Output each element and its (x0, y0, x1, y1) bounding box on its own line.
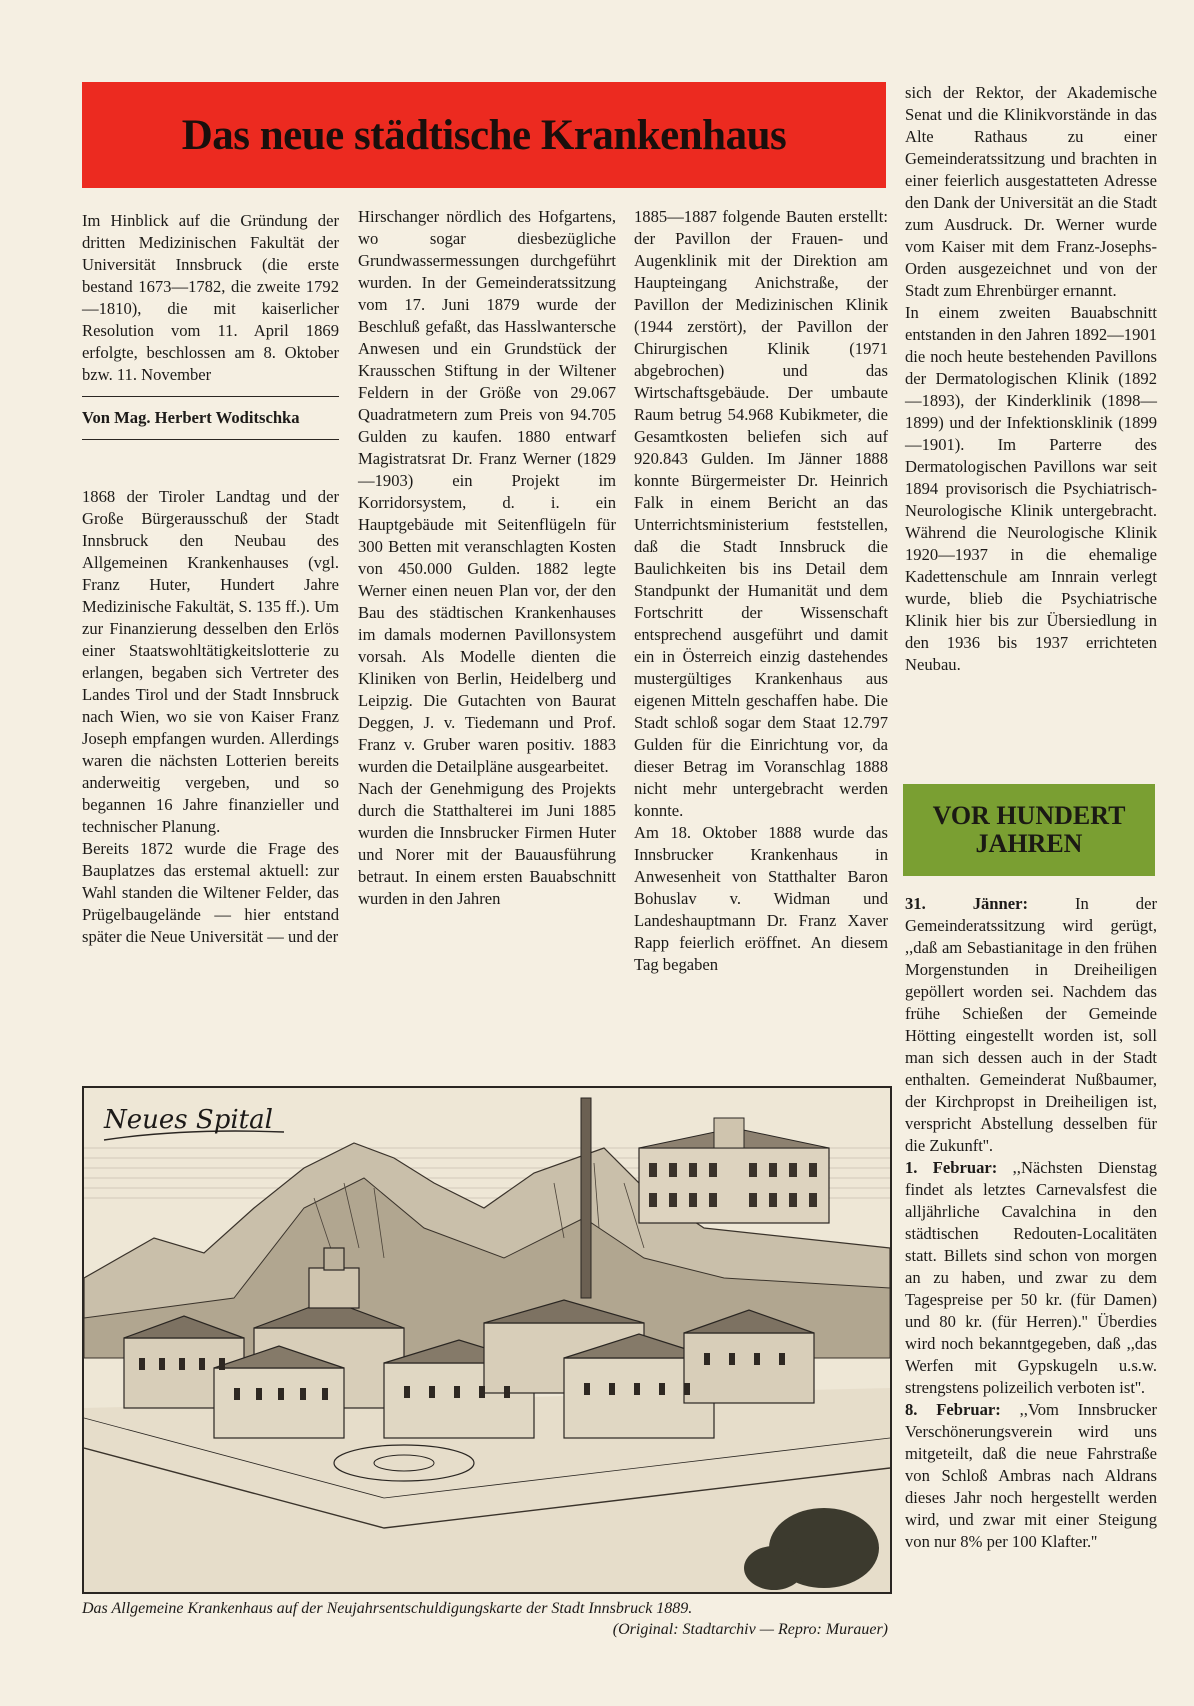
history-text: ,,Nächsten Dienstag findet als letztes Carnevalsfest die alljährliche Cavalchina in den städtischen Redouten-Localitäten statt. Billets sind schon von morgen an zu haben, und zwar zu dem Tagespreise per 50 kr. (für Damen) und 80 kr. (für Herren).'' Überdies wird noch bekanntgegeben, daß ,,das Werfen mit Gypskugeln u.s.w. strengstens polizeilich verboten ist''. (905, 1158, 1157, 1397)
headline-banner (82, 82, 886, 188)
article-column-1 (82, 210, 339, 948)
article-column-4 (905, 82, 1157, 676)
caption-line-1: Das Allgemeine Krankenhaus auf der Neujahrsentschuldigungskarte der Stadt Innsbruck 1889. (82, 1600, 693, 1617)
history-entry (905, 1157, 1157, 1399)
hospital-engraving (82, 1086, 892, 1594)
paragraph: Hirschanger nördlich des Hofgartens, wo sogar diesbezügliche Grundwassermessungen durchgeführt wurden. In der Gemeinderatssitzung vom 17. Juni 1879 wurde der Beschluß gefaßt, das Hasslwantersche Anwesen und ein Grundstück der Krausschen Stiftung in der Wiltener Feldern in der Größe von 29.067 Quadratmetern zum Preis von 94.705 Gulden zu kaufen. 1880 entwarf Magistratsrat Dr. Franz Werner (1829—1903) ein Projekt im Korridorsystem, d. i. ein Hauptgebäude mit Seitenflügeln für 300 Betten mit veranschlagten Kosten von 450.000 Gulden. 1882 legte Werner einen neuen Plan vor, der den Bau des städtischen Krankenhauses im damals modernen Pavillonsystem vorsah. Als Modelle dienten die Kliniken von Berlin, Heidelberg und Leipzig. Die Gutachten von Baurat Deggen, J. v. Tiedemann und Prof. Franz v. Gruber waren positiv. 1883 wurden die Detailpläne ausgearbeitet. (358, 207, 616, 776)
paragraph: Nach der Genehmigung des Projekts durch die Statthalterei im Juni 1885 wurden die Innsbrucker Firmen Huter und Norer mit der Bauausführung betraut. In einem ersten Bauabschnitt wurden in den Jahren (358, 779, 616, 908)
history-date: 1. Februar: (905, 1158, 998, 1177)
paragraph: Bereits 1872 wurde die Frage des Bauplatzes das erstemal aktuell: zur Wahl standen die Wiltener Felder, das Prügelbaugelände — hier entstand später die Neue Universität — und der (82, 839, 339, 946)
history-date: 31. Jänner: (905, 894, 1029, 913)
sidebar-box-title (903, 784, 1155, 876)
history-entry (905, 893, 1157, 1157)
caption-credit: (Original: Stadtarchiv — Repro: Murauer) (612, 1621, 888, 1638)
figure-caption (82, 1598, 888, 1640)
history-column (905, 893, 1157, 1553)
article-column-2 (358, 206, 616, 910)
paragraph: 1868 der Tiroler Landtag und der Große Bürgerausschuß der Stadt Innsbruck den Neubau des Allgemeinen Krankenhauses (vgl. Franz Huter, Hundert Jahre Medizinische Fakultät, S. 135 ff.). Um zur Finanzierung desselben den Erlös einer Staatswohltätigkeitslotterie zu erlangen, begaben sich Vertreter des Landes Tirol und der Stadt Innsbruck nach Wien, wo sie von Kaiser Franz Joseph empfangen wurden. Allerdings waren die nächsten Lotterien bereits anderweitig vergeben, und so begannen 16 Jahre finanzieller und technischer Planung. (82, 487, 339, 836)
divider (82, 439, 339, 440)
history-entry (905, 1399, 1157, 1553)
box-title-text: VOR HUNDERT JAHREN (932, 801, 1126, 858)
engraving-inscription: Neues Spital (104, 1105, 273, 1135)
paragraph: 1885—1887 folgende Bauten erstellt: der Pavillon der Frauen- und Augenklinik mit der Direktion am Haupteingang Anichstraße, der Pavillon der Medizinischen Klinik (1944 zerstört), der Pavillon der Chirurgischen Klinik (1971 abgebrochen) und das Wirtschaftsgebäude. Der umbaute Raum betrug 54.968 Kubikmeter, die Gesamtkosten beliefen sich auf 920.843 Gulden. Im Jänner 1888 konnte Bürgermeister Dr. Heinrich Falk in einem Bericht an das Unterrichtsministerium feststellen, daß die Stadt Innsbruck die Baulichkeiten bis ins Detail dem Standpunkt der Humanität und dem Fortschritt der Wissenschaft entsprechend ausgeführt und damit ein in Österreich einzig dastehendes mustergültiges Krankenhaus aus eigenen Mitteln geschaffen habe. Die Stadt schloß sogar dem Staat 12.797 Gulden für die Einrichtung vor, da dieser Betrag im Voranschlag 1888 nicht mehr untergebracht werden konnte. (634, 207, 888, 820)
paragraph: In einem zweiten Bauabschnitt entstanden in den Jahren 1892—1901 die noch heute bestehenden Pavillons der Dermatologischen Klinik (1892—1893), der Kinderklinik (1898—1899) und der Infektionsklinik (1899—1901). Im Parterre des Dermatologischen Pavillons war seit 1894 provisorisch die Psychiatrisch-Neurologische Klinik untergebracht. Während die Neurologische Klinik 1920—1937 in die ehemalige Kadettenschule am Innrain verlegt wurde, blieb die Psychiatrische Klinik hier bis zur Übersiedlung in den 1936 bis 1937 errichteten Neubau. (905, 303, 1157, 674)
history-date: 8. Februar: (905, 1400, 1001, 1419)
divider (82, 396, 339, 397)
history-text: ,,Vom Innsbrucker Verschönerungsverein wird uns mitgeteilt, daß die neue Fahrstraße von Schloß Ambras nach Aldrans dieses Jahr noch hergestellt werden wird, und zwar mit einer Steigung von nur 8% per 100 Klafter.'' (905, 1400, 1157, 1551)
engraving-illustration (84, 1088, 890, 1592)
article-column-3 (634, 206, 888, 976)
author-byline: Von Mag. Herbert Woditschka (82, 408, 300, 427)
history-text: In der Gemeinderatssitzung wird gerügt, ,,daß am Sebastianitage in den frühen Morgenstunden in Dreiheiligen gepöllert worden sei. Nachdem das frühe Schießen der Gemeinde Hötting eingestellt worden ist, soll man sich dessen auch in der Stadt enthalten. Gemeinderat Nußbaumer, der Kirchpropst in Dreiheiligen ist, verspricht Abstellung desselben für die Zukunft''. (905, 894, 1157, 1155)
paragraph: sich der Rektor, der Akademische Senat und die Klinikvorstände in das Alte Rathaus zu einer Gemeinderatssitzung und brachten in einer feierlich ausgestatteten Adresse den Dank der Universität an die Stadt zum Ausdruck. Dr. Werner wurde vom Kaiser mit dem Franz-Josephs-Orden ausgezeichnet und von der Stadt zum Ehrenbürger ernannt. (905, 83, 1157, 300)
headline: Das neue städtische Krankenhaus (181, 111, 787, 159)
paragraph: Im Hinblick auf die Gründung der dritten Medizinischen Fakultät der Universität Innsbruck (die erste bestand 1673—1782, die zweite 1792—1810), die mit kaiserlicher Resolution vom 11. April 1869 erfolgte, beschlossen am 8. Oktober bzw. 11. November (82, 211, 339, 384)
paragraph: Am 18. Oktober 1888 wurde das Innsbrucker Krankenhaus in Anwesenheit von Statthalter Baron Bohuslav v. Widman und Landeshauptmann Dr. Franz Xaver Rapp feierlich eröffnet. An diesem Tag begaben (634, 823, 888, 974)
